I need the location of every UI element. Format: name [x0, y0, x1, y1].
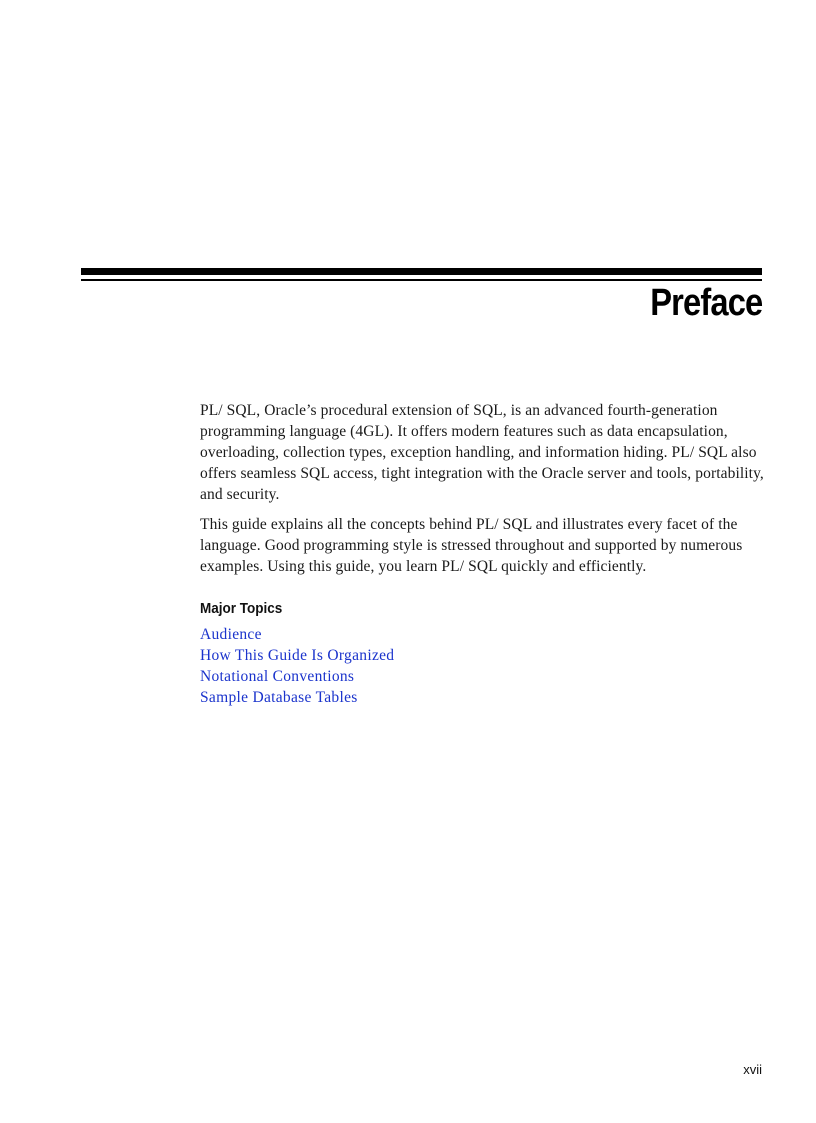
intro-text: [200, 400, 770, 586]
intro-paragraph-2: This guide explains all the concepts behind PL/ SQL and illustrates every facet of the language. Good programming style is stressed throughout and supported by numerous examples. Using this guide, you learn PL/ SQL quickly and efficiently.: [200, 516, 743, 575]
topic-item-organization: [200, 645, 394, 666]
title-rule-thin: [81, 279, 762, 281]
topic-item-conventions: [200, 666, 394, 687]
topic-link-how-guide-organized[interactable]: How This Guide Is Organized: [200, 647, 395, 664]
topic-link-notational-conventions[interactable]: Notational Conventions: [200, 668, 355, 685]
major-topics-list: [200, 624, 394, 708]
topic-item-audience: [200, 624, 394, 645]
page-number: xvii: [743, 1062, 762, 1077]
page-title: Preface: [649, 282, 762, 324]
topic-link-audience[interactable]: Audience: [200, 626, 262, 643]
topic-link-sample-database-tables[interactable]: Sample Database Tables: [200, 689, 358, 706]
major-topics-heading: Major Topics: [200, 600, 283, 617]
intro-paragraph-1: PL/ SQL, Oracle’s procedural extension of SQL, is an advanced fourth-generation programming language (4GL). It offers modern features such as data encapsulation, overloading, collection types, exception handling, and information hiding. PL/ SQL also offers seamless SQL access, tight integration with the Oracle server and tools, portability, and security.: [200, 402, 764, 503]
title-rule-thick: [81, 268, 762, 275]
topic-item-sample-tables: [200, 687, 394, 708]
